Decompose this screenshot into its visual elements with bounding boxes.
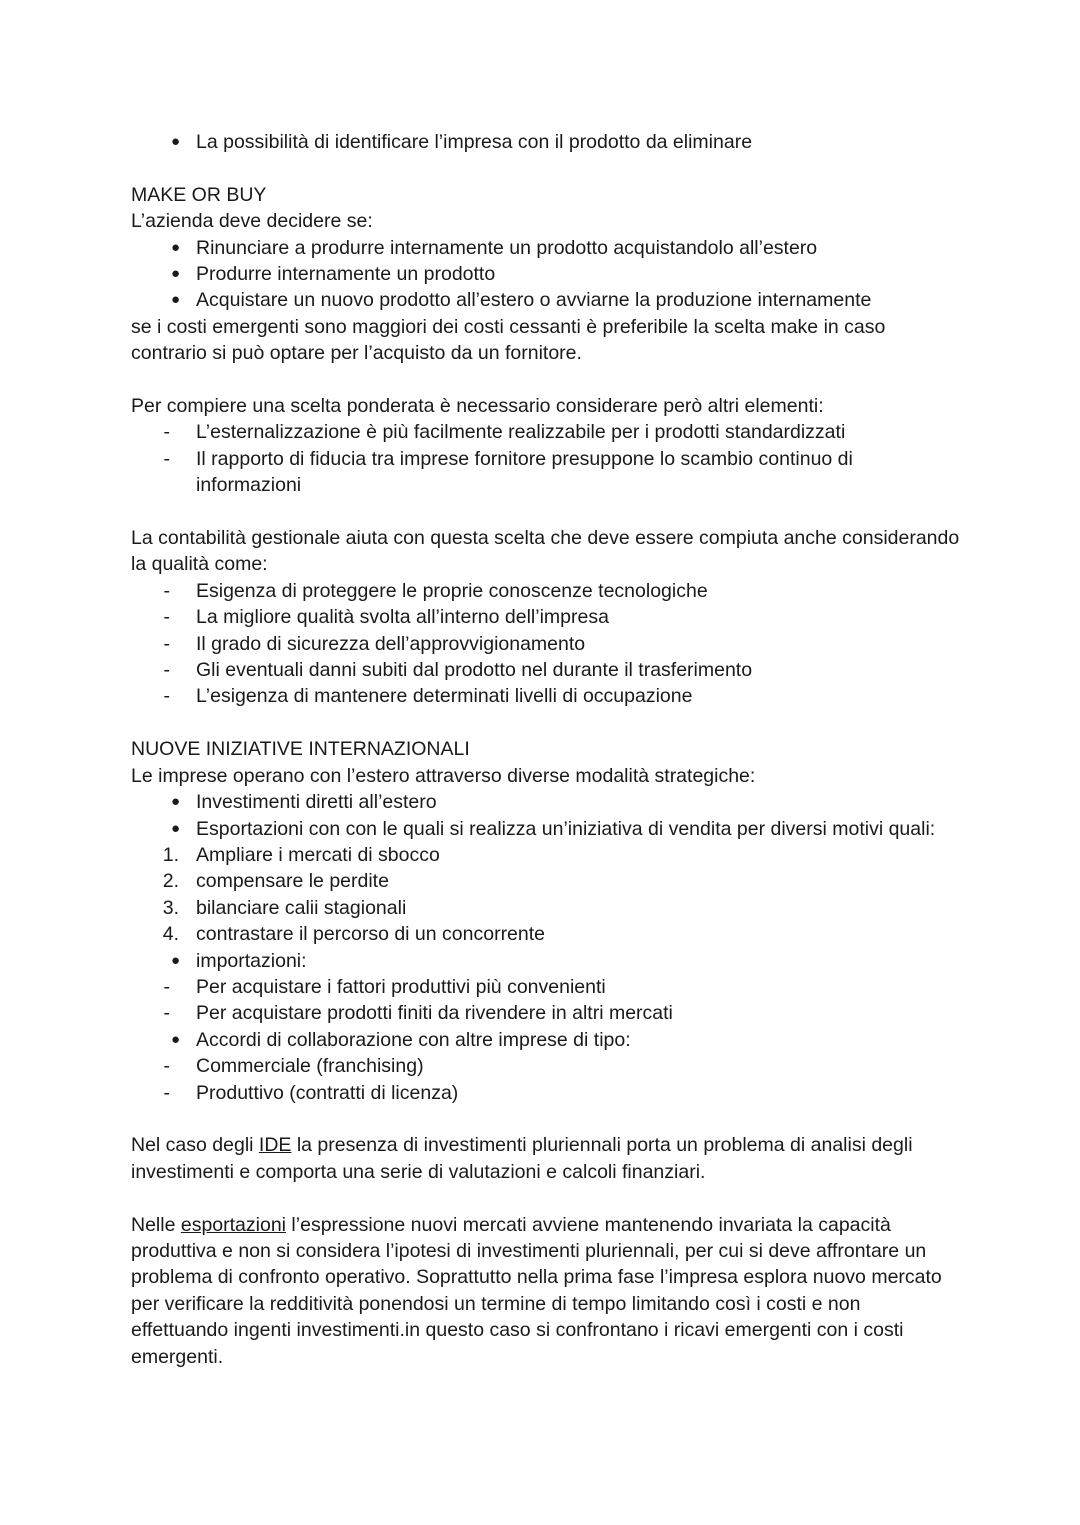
list-item-text: compensare le perdite — [196, 870, 389, 893]
list-item-text: Investimenti diretti all’estero — [196, 791, 437, 814]
section-heading-international: NUOVE INIZIATIVE INTERNAZIONALI — [131, 738, 470, 761]
paragraph-ide — [131, 1132, 961, 1185]
list-item-text: L’esternalizzazione è più facilmente realizzabile per i prodotti standardizzati — [196, 421, 846, 444]
list-item — [131, 287, 961, 313]
list-item-text: Rinunciare a produrre internamente un prodotto acquistandolo all’estero — [196, 236, 818, 259]
list-item-text: Il rapporto di fiducia tra imprese fornitore presuppone lo scambio continuo di informazioni — [196, 447, 853, 497]
bullet-marker: ● — [170, 793, 180, 811]
list-item — [131, 816, 961, 842]
list-item — [131, 578, 961, 604]
list-item — [131, 974, 961, 1000]
number-marker: 2. — [162, 870, 179, 893]
paragraph: Le imprese operano con l’estero attraverso diverse modalità strategiche: — [131, 764, 756, 787]
list-item — [131, 446, 961, 499]
list-item-text: importazioni: — [196, 949, 307, 972]
list-item-text: Commerciale (franchising) — [196, 1055, 424, 1078]
section-heading-make-or-buy: MAKE OR BUY — [131, 183, 267, 206]
list-item-text: La migliore qualità svolta all’interno dell’impresa — [196, 606, 609, 629]
list-item — [131, 1053, 961, 1079]
list-item-text: Esportazioni con con le quali si realizza un’iniziativa di vendita per diversi motivi quali: — [196, 817, 936, 840]
dash-marker: - — [163, 606, 170, 629]
list-item-text: Acquistare un nuovo prodotto all’estero o avviarne la produzione internamente — [196, 289, 872, 312]
text-run: Nel caso degli — [131, 1134, 259, 1157]
list-item — [131, 1000, 961, 1026]
text-run: l’espressione nuovi mercati avviene mantenendo invariata la capacità produttiva e non si considera l’ipotesi di investimenti pluriennali, per cui si deve affrontare un problema di confronto operativo. Soprattutto nella prima fase l’impresa esplora nuovo mercato per verificare la redditività ponendosi un termine di tempo limitando così i costi e non effettuando ingenti investimenti.in questo caso si confrontano i ricavi emergenti con i costi emergenti. — [131, 1213, 942, 1368]
bullet-marker: ● — [170, 819, 180, 837]
bullet-marker: ● — [170, 238, 180, 256]
list-item-text: Il grado di sicurezza dell’approvvigionamento — [196, 632, 586, 655]
dash-marker: - — [163, 975, 170, 998]
list-item-text: La possibilità di identificare l’impresa con il prodotto da eliminare — [196, 131, 753, 153]
bullet-marker: ● — [170, 291, 180, 309]
list-item-text: Produrre internamente un prodotto — [196, 263, 496, 286]
list-item — [131, 948, 961, 974]
list-item-text: Per acquistare prodotti finiti da rivendere in altri mercati — [196, 1002, 673, 1025]
dash-marker: - — [163, 421, 170, 444]
dash-marker: - — [163, 579, 170, 602]
number-marker: 3. — [162, 896, 179, 919]
list-item — [131, 921, 961, 947]
list-item — [131, 1080, 961, 1106]
underlined-term-esportazioni: esportazioni — [180, 1213, 287, 1236]
list-item — [131, 604, 961, 630]
text-run: la presenza di investimenti pluriennali porta un problema di analisi degli investimenti e comporta una serie di valutazioni e calcoli finanziari. — [131, 1134, 913, 1183]
dash-marker: - — [163, 685, 170, 708]
bullet-marker: ● — [170, 1030, 180, 1048]
list-item — [131, 895, 961, 921]
paragraph: se i costi emergenti sono maggiori dei costi cessanti è preferibile la scelta make in caso contrario si può optare per l’acquisto da un fornitore. — [131, 315, 886, 365]
list-item — [131, 868, 961, 894]
paragraph-exports — [131, 1212, 961, 1370]
bullet-marker: ● — [170, 265, 180, 283]
underlined-term-ide: IDE — [258, 1134, 292, 1157]
list-item — [131, 129, 961, 155]
list-item — [131, 842, 961, 868]
document-page — [131, 129, 961, 1370]
list-item — [131, 419, 961, 445]
dash-marker: - — [163, 1002, 170, 1025]
list-item — [131, 1027, 961, 1053]
list-item-text: Gli eventuali danni subiti dal prodotto nel durante il trasferimento — [196, 659, 753, 682]
dash-marker: - — [163, 447, 170, 470]
dash-marker: - — [163, 1055, 170, 1078]
dash-marker: - — [163, 659, 170, 682]
list-item — [131, 261, 961, 287]
list-item-text: Esigenza di proteggere le proprie conoscenze tecnologiche — [196, 579, 708, 602]
paragraph: Per compiere una scelta ponderata è necessario considerare però altri elementi: — [131, 395, 824, 418]
list-item — [131, 235, 961, 261]
list-item — [131, 631, 961, 657]
text-run: Nelle — [131, 1213, 181, 1236]
list-item-text: Per acquistare i fattori produttivi più convenienti — [196, 975, 606, 998]
number-marker: 1. — [162, 843, 179, 866]
bullet-marker: ● — [170, 951, 180, 969]
list-item-text: Accordi di collaborazione con altre imprese di tipo: — [196, 1028, 631, 1051]
list-item — [131, 789, 961, 815]
list-item-text: Produttivo (contratti di licenza) — [196, 1081, 459, 1104]
dash-marker: - — [163, 632, 170, 655]
list-item-text: bilanciare calii stagionali — [196, 896, 407, 919]
list-item-text: Ampliare i mercati di sbocco — [196, 843, 440, 866]
paragraph: L’azienda deve decidere se: — [131, 210, 373, 233]
number-marker: 4. — [162, 923, 179, 946]
list-item — [131, 683, 961, 709]
bullet-marker: ● — [170, 133, 180, 150]
list-item-text: contrastare il percorso di un concorrente — [196, 923, 546, 946]
paragraph: La contabilità gestionale aiuta con questa scelta che deve essere compiuta anche considerando la qualità come: — [131, 527, 960, 576]
list-item — [131, 657, 961, 683]
dash-marker: - — [163, 1081, 170, 1104]
list-item-text: L’esigenza di mantenere determinati livelli di occupazione — [196, 685, 693, 708]
